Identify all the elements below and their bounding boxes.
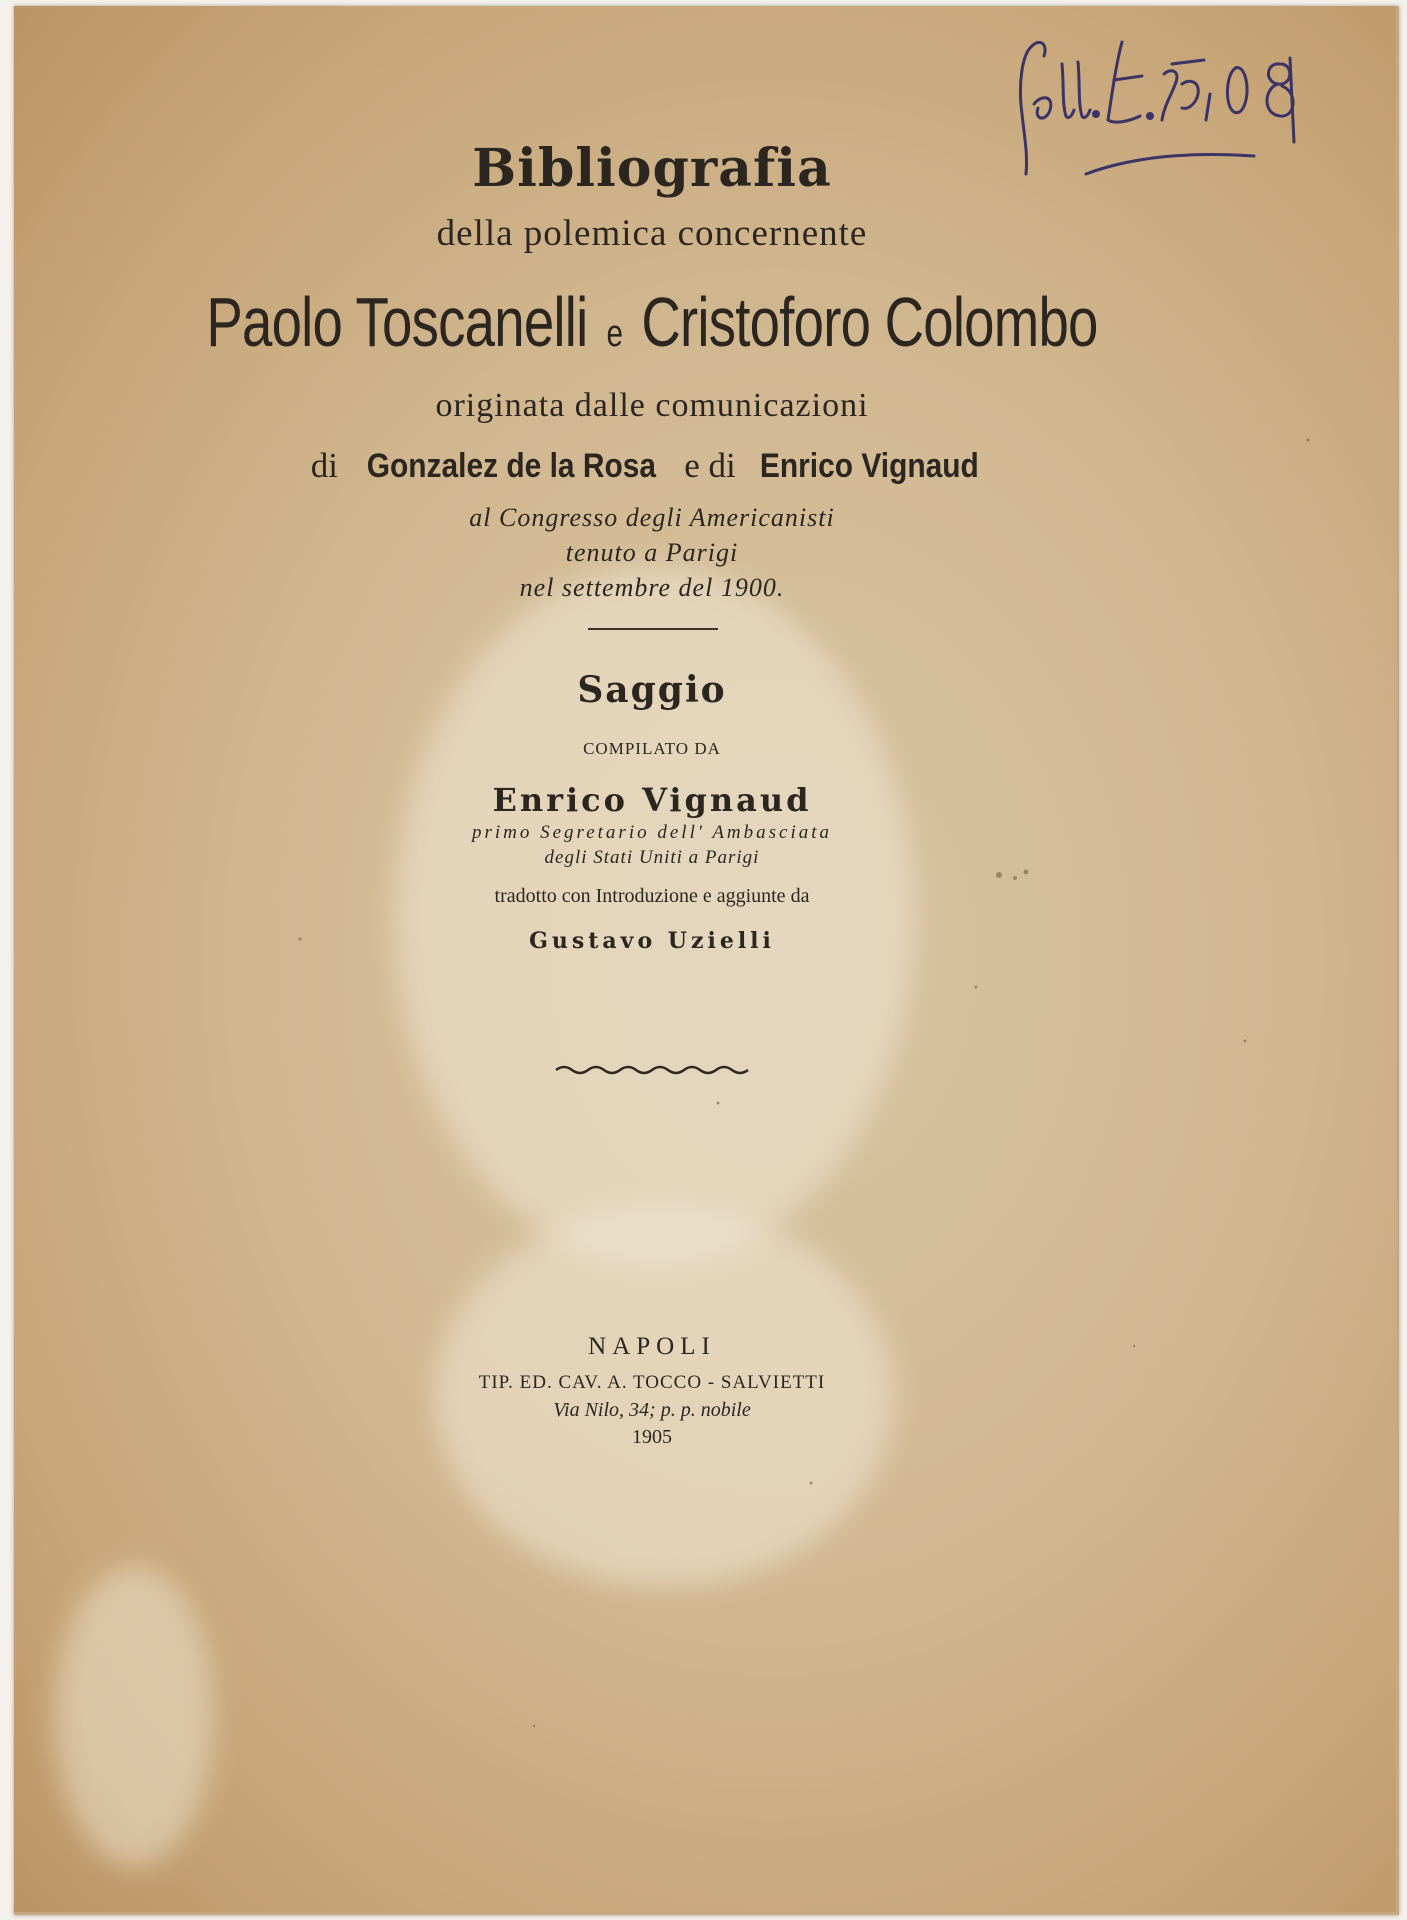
translated-by-label: tradotto con Introduzione e aggiunte da	[494, 885, 810, 907]
cover-subtitle-line1: della polemica concernente	[436, 213, 868, 254]
main-title-part2: Cristoforo Colombo	[641, 283, 1098, 361]
main-title-part1: Paolo Toscanelli	[206, 283, 588, 361]
cover-title: Bibliografia	[472, 138, 832, 199]
subtitle3-name2: Enrico Vignaud	[759, 447, 979, 485]
cover-subtitle-line2: originata dalle comunicazioni	[435, 387, 869, 424]
author-role-line1: primo Segretario dell' Ambasciata	[471, 822, 833, 843]
compilato-label: COMPILATO DA	[583, 739, 721, 758]
handwritten-shelfmark	[1004, 24, 1364, 214]
author-role-line2: degli Stati Uniti a Parigi	[544, 847, 760, 868]
printer-address: Via Nilo, 34; p. p. nobile	[553, 1399, 751, 1421]
author-name: Enrico Vignaud	[492, 781, 812, 819]
subtitle3-name1: Gonzalez de la Rosa	[366, 447, 656, 485]
printer-name: TIP. ED. CAV. A. TOCCO - SALVIETTI	[478, 1372, 826, 1393]
translator-name: Gustavo Uzielli	[529, 928, 775, 954]
book-cover	[14, 6, 1399, 1915]
publication-city: NAPOLI	[588, 1333, 716, 1360]
wavy-ornament	[554, 1058, 750, 1078]
congress-line3: nel settembre del 1900.	[519, 573, 785, 602]
subtitle3-prefix: di	[310, 446, 338, 485]
main-title-conjunction: e	[606, 313, 623, 355]
cover-subtitle-line3	[14, 446, 1290, 486]
saggio-heading: Saggio	[577, 669, 727, 711]
divider-rule	[588, 628, 718, 630]
subtitle3-mid: e di	[684, 446, 736, 485]
congress-line1: al Congresso degli Americanisti	[469, 503, 835, 532]
cover-main-title	[154, 282, 1149, 362]
congress-line2: tenuto a Parigi	[565, 538, 739, 567]
publication-year: 1905	[632, 1426, 672, 1448]
